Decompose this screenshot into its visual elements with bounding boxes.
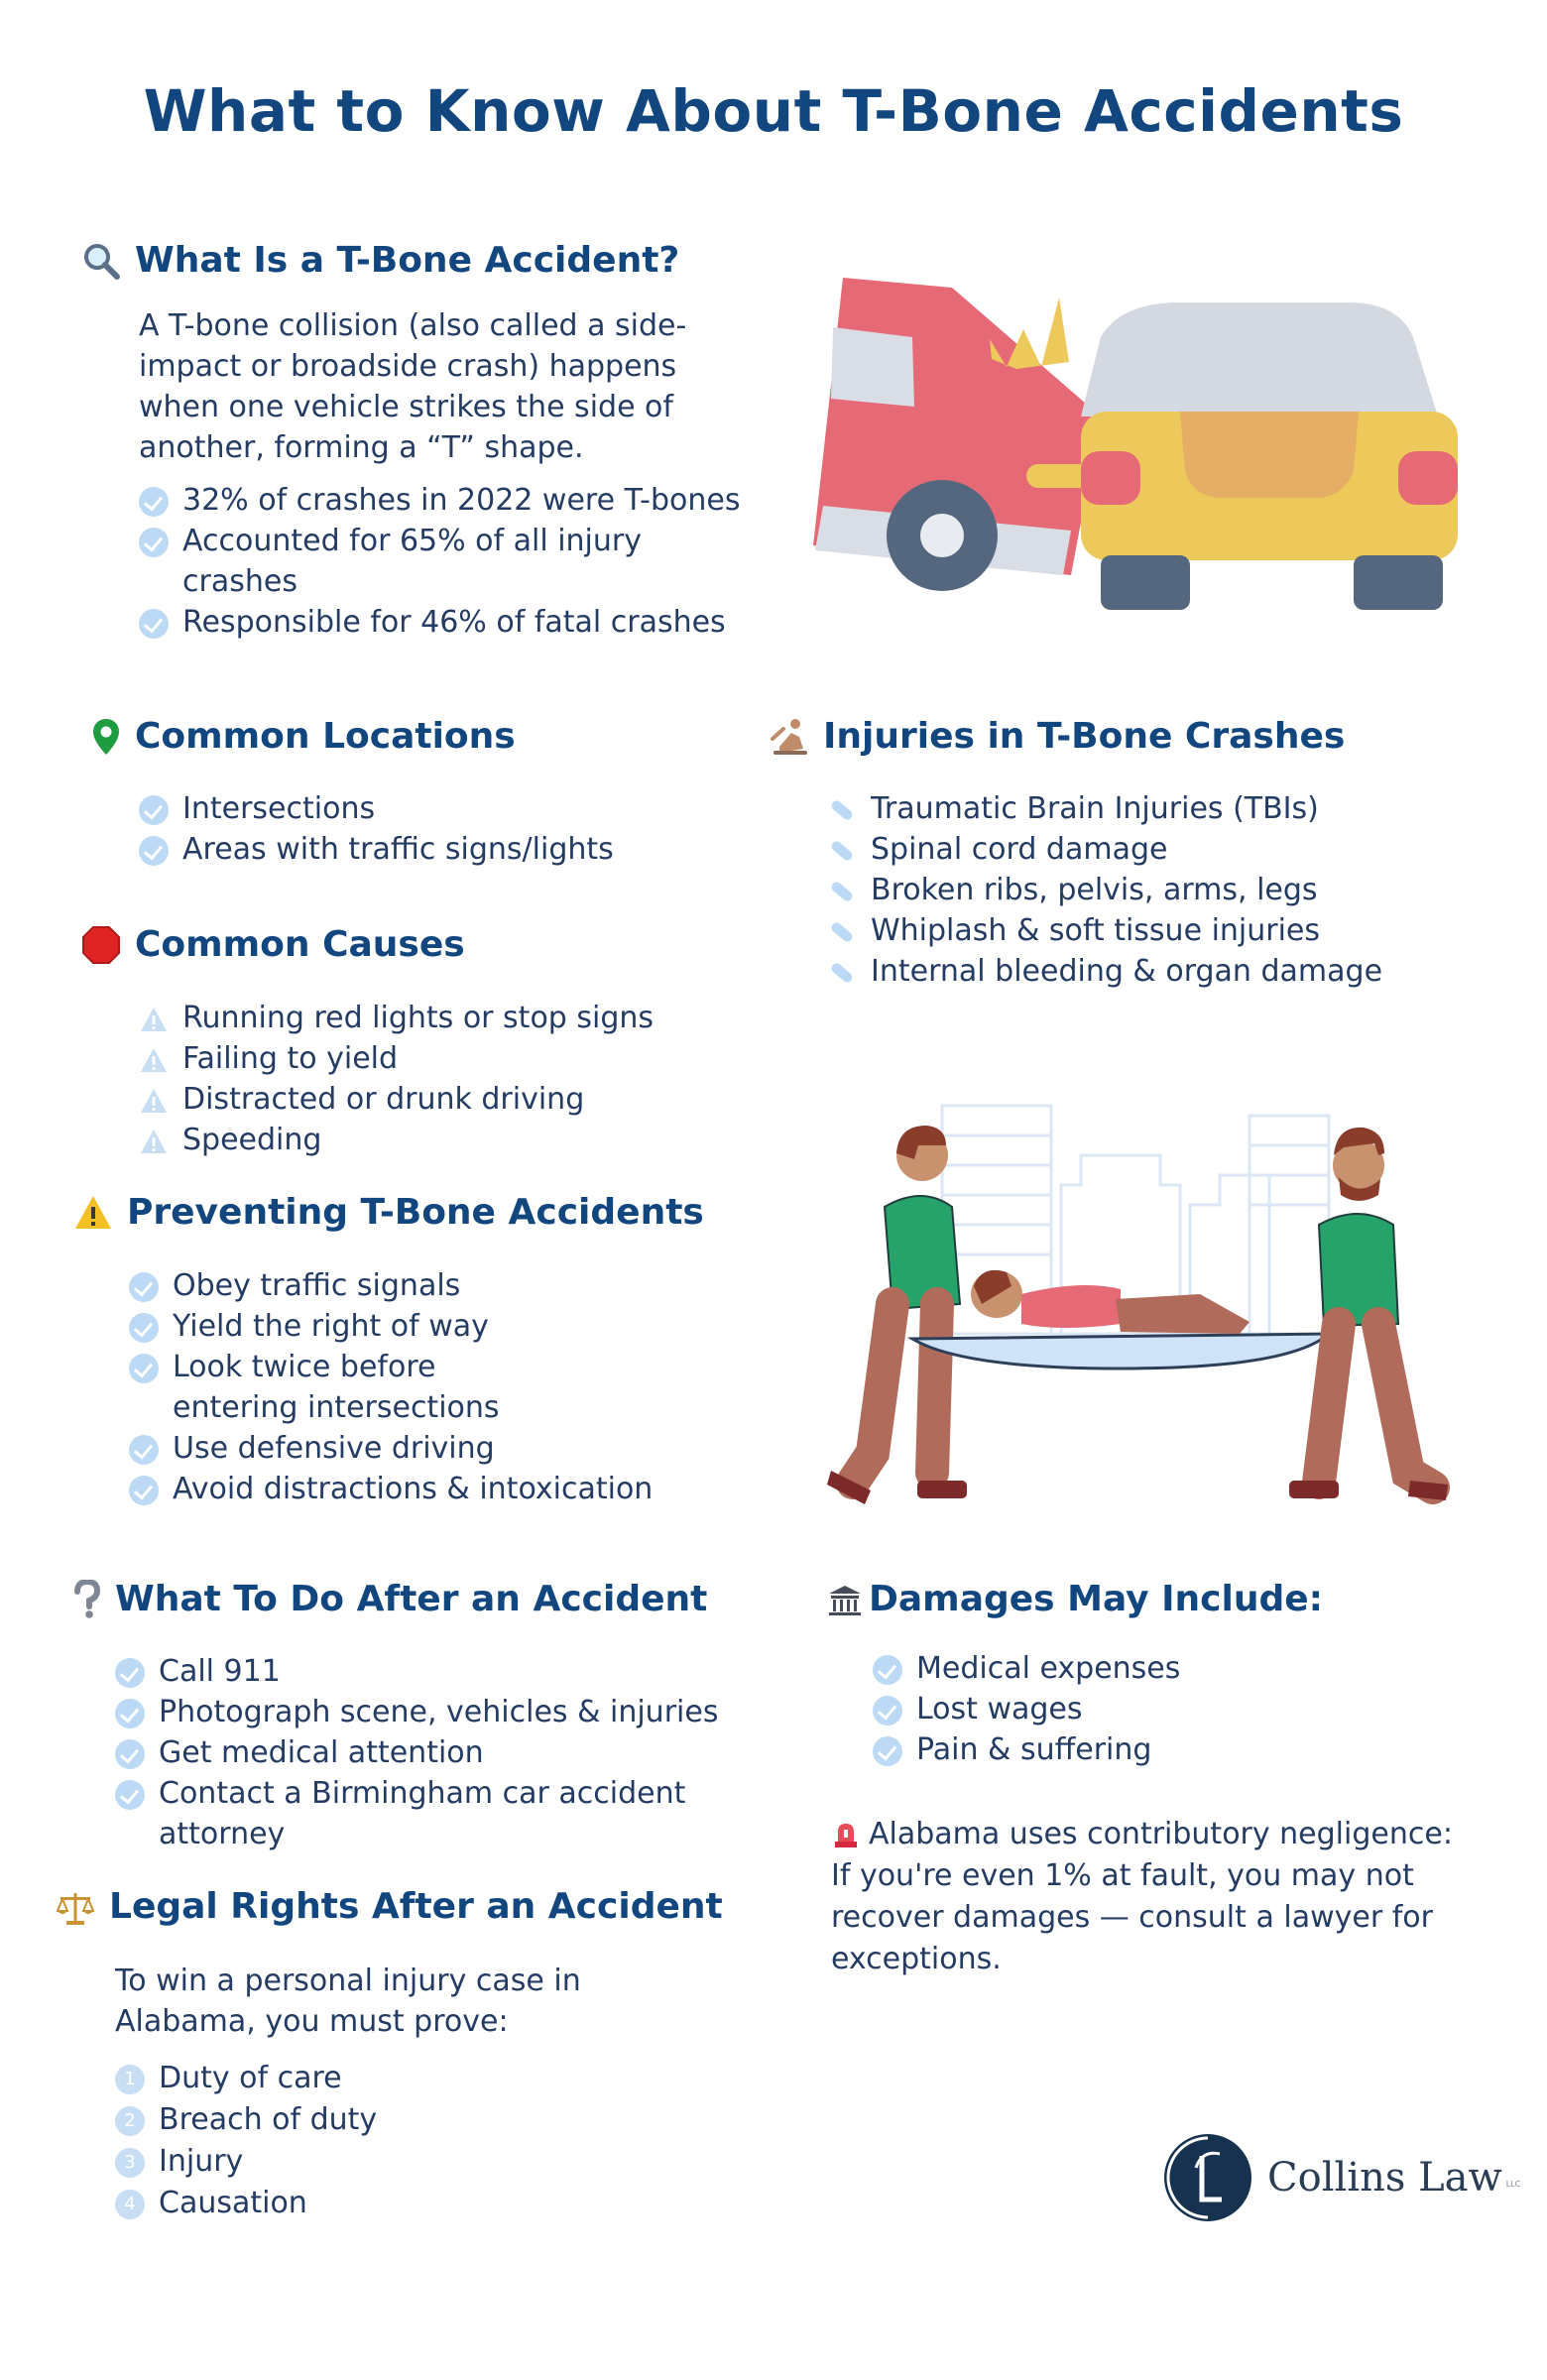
check-icon <box>129 1272 159 1302</box>
question-icon <box>73 1580 101 1619</box>
injuries-list <box>827 788 1501 992</box>
list-item: Photograph scene, vehicles & injuries <box>115 1692 730 1732</box>
injuries-heading <box>770 716 1345 757</box>
bandage-icon <box>827 958 857 988</box>
what-is-description: A T-bone collision (also called a side-impact or broadside crash) happens when one vehicle strikes the side of another, forming a “T” shape. <box>139 308 687 465</box>
locations-heading <box>91 716 516 757</box>
check-icon <box>129 1435 159 1465</box>
check-icon <box>139 836 169 866</box>
preventing-heading <box>73 1192 704 1233</box>
collins-law-logo <box>1162 2132 1520 2223</box>
number-badge: 2 <box>115 2106 145 2136</box>
preventing-heading-text: Preventing T-Bone Accidents <box>127 1192 704 1233</box>
injuries-heading-text: Injuries in T-Bone Crashes <box>823 716 1346 757</box>
legal-list <box>115 2058 670 2224</box>
check-icon <box>873 1655 902 1685</box>
list-item: Call 911 <box>115 1651 730 1692</box>
check-icon <box>129 1354 159 1383</box>
list-item: Obey traffic signals <box>129 1265 684 1306</box>
warning-icon <box>73 1193 113 1233</box>
list-item: Lost wages <box>873 1689 1468 1729</box>
list-item: Broken ribs, pelvis, arms, legs <box>827 870 1501 910</box>
number-badge: 4 <box>115 2190 145 2219</box>
list-item: 4 Causation <box>115 2183 670 2224</box>
locations-list <box>139 788 734 870</box>
list-item: Intersections <box>139 788 734 829</box>
after-heading <box>73 1579 707 1619</box>
what-is-heading-text: What Is a T-Bone Accident? <box>135 240 680 281</box>
check-icon <box>873 1736 902 1766</box>
stop-sign-icon <box>81 925 121 965</box>
contributory-negligence-note <box>831 1814 1476 1980</box>
bandage-icon <box>827 877 857 906</box>
list-item: Contact a Birmingham car accident attorney <box>115 1773 730 1854</box>
list-item: Speeding <box>139 1120 754 1160</box>
list-item: Avoid distractions & intoxication <box>129 1469 684 1509</box>
legal-heading-text: Legal Rights After an Accident <box>109 1886 723 1927</box>
warning-triangle-icon <box>139 1045 169 1075</box>
list-item: Spinal cord damage <box>827 829 1501 870</box>
causes-heading <box>81 924 465 965</box>
list-item: Whiplash & soft tissue injuries <box>827 910 1501 951</box>
after-list <box>115 1651 730 1854</box>
list-item: Accounted for 65% of all injury crashes <box>139 521 754 602</box>
scales-icon <box>56 1887 95 1927</box>
list-item: Look twice before entering intersections <box>129 1347 510 1428</box>
list-item: Distracted or drunk driving <box>139 1079 754 1120</box>
what-is-list <box>139 480 754 643</box>
stretcher-illustration <box>823 1096 1468 1542</box>
magnifier-icon <box>81 241 121 281</box>
check-icon <box>139 609 169 639</box>
bandage-icon <box>827 795 857 825</box>
damages-list <box>873 1648 1468 1770</box>
check-icon <box>139 795 169 825</box>
list-item: 2 Breach of duty <box>115 2099 670 2141</box>
list-item: Responsible for 46% of fatal crashes <box>139 602 754 643</box>
collins-law-emblem <box>1162 2132 1253 2223</box>
list-item: 1 Duty of care <box>115 2058 670 2099</box>
what-is-heading <box>81 240 679 281</box>
locations-heading-text: Common Locations <box>135 716 516 757</box>
list-item: Areas with traffic signs/lights <box>139 829 734 870</box>
after-heading-text: What To Do After an Accident <box>115 1579 708 1619</box>
logo-suffix: LLC <box>1505 2179 1521 2189</box>
check-icon <box>129 1313 159 1343</box>
list-item: 3 Injury <box>115 2141 670 2183</box>
check-icon <box>115 1658 145 1688</box>
list-item: Pain & suffering <box>873 1729 1468 1770</box>
damages-heading-text: Damages May Include: <box>869 1579 1324 1619</box>
list-item: Internal bleeding & organ damage <box>827 951 1501 992</box>
check-icon <box>139 487 169 517</box>
causes-list <box>139 998 754 1160</box>
check-icon <box>129 1476 159 1505</box>
check-icon <box>115 1739 145 1769</box>
list-item: Use defensive driving <box>129 1428 684 1469</box>
list-item: Running red lights or stop signs <box>139 998 754 1038</box>
check-icon <box>115 1699 145 1728</box>
warning-triangle-icon <box>139 1086 169 1116</box>
siren-icon <box>831 1820 861 1849</box>
injured-person-icon <box>770 717 809 757</box>
number-badge: 3 <box>115 2148 145 2178</box>
check-icon <box>873 1696 902 1726</box>
list-item: Get medical attention <box>115 1732 730 1773</box>
note-text: Alabama uses contributory negligence: If you're even 1% at fault, you may not recover damages — consult a lawyer for exceptions. <box>831 1817 1453 1976</box>
courthouse-icon <box>825 1580 865 1619</box>
map-pin-icon <box>91 717 121 757</box>
check-icon <box>139 528 169 557</box>
causes-heading-text: Common Causes <box>135 924 465 965</box>
number-badge: 1 <box>115 2065 145 2094</box>
car-crash-illustration <box>803 268 1458 625</box>
list-item: Yield the right of way <box>129 1306 684 1347</box>
preventing-list <box>129 1265 684 1509</box>
list-item: Traumatic Brain Injuries (TBIs) <box>827 788 1501 829</box>
warning-triangle-icon <box>139 1127 169 1156</box>
bandage-icon <box>827 917 857 947</box>
damages-heading <box>825 1579 1323 1619</box>
legal-intro: To win a personal injury case in Alabama, you must prove: <box>115 1964 581 2039</box>
bandage-icon <box>827 836 857 866</box>
page-title: What to Know About T-Bone Accidents <box>143 77 1404 145</box>
check-icon <box>115 1780 145 1810</box>
warning-triangle-icon <box>139 1005 169 1034</box>
list-item: Failing to yield <box>139 1038 754 1079</box>
legal-heading <box>56 1886 723 1927</box>
list-item: 32% of crashes in 2022 were T-bones <box>139 480 754 521</box>
list-item: Medical expenses <box>873 1648 1468 1689</box>
logo-name: Collins Law <box>1267 2155 1502 2201</box>
